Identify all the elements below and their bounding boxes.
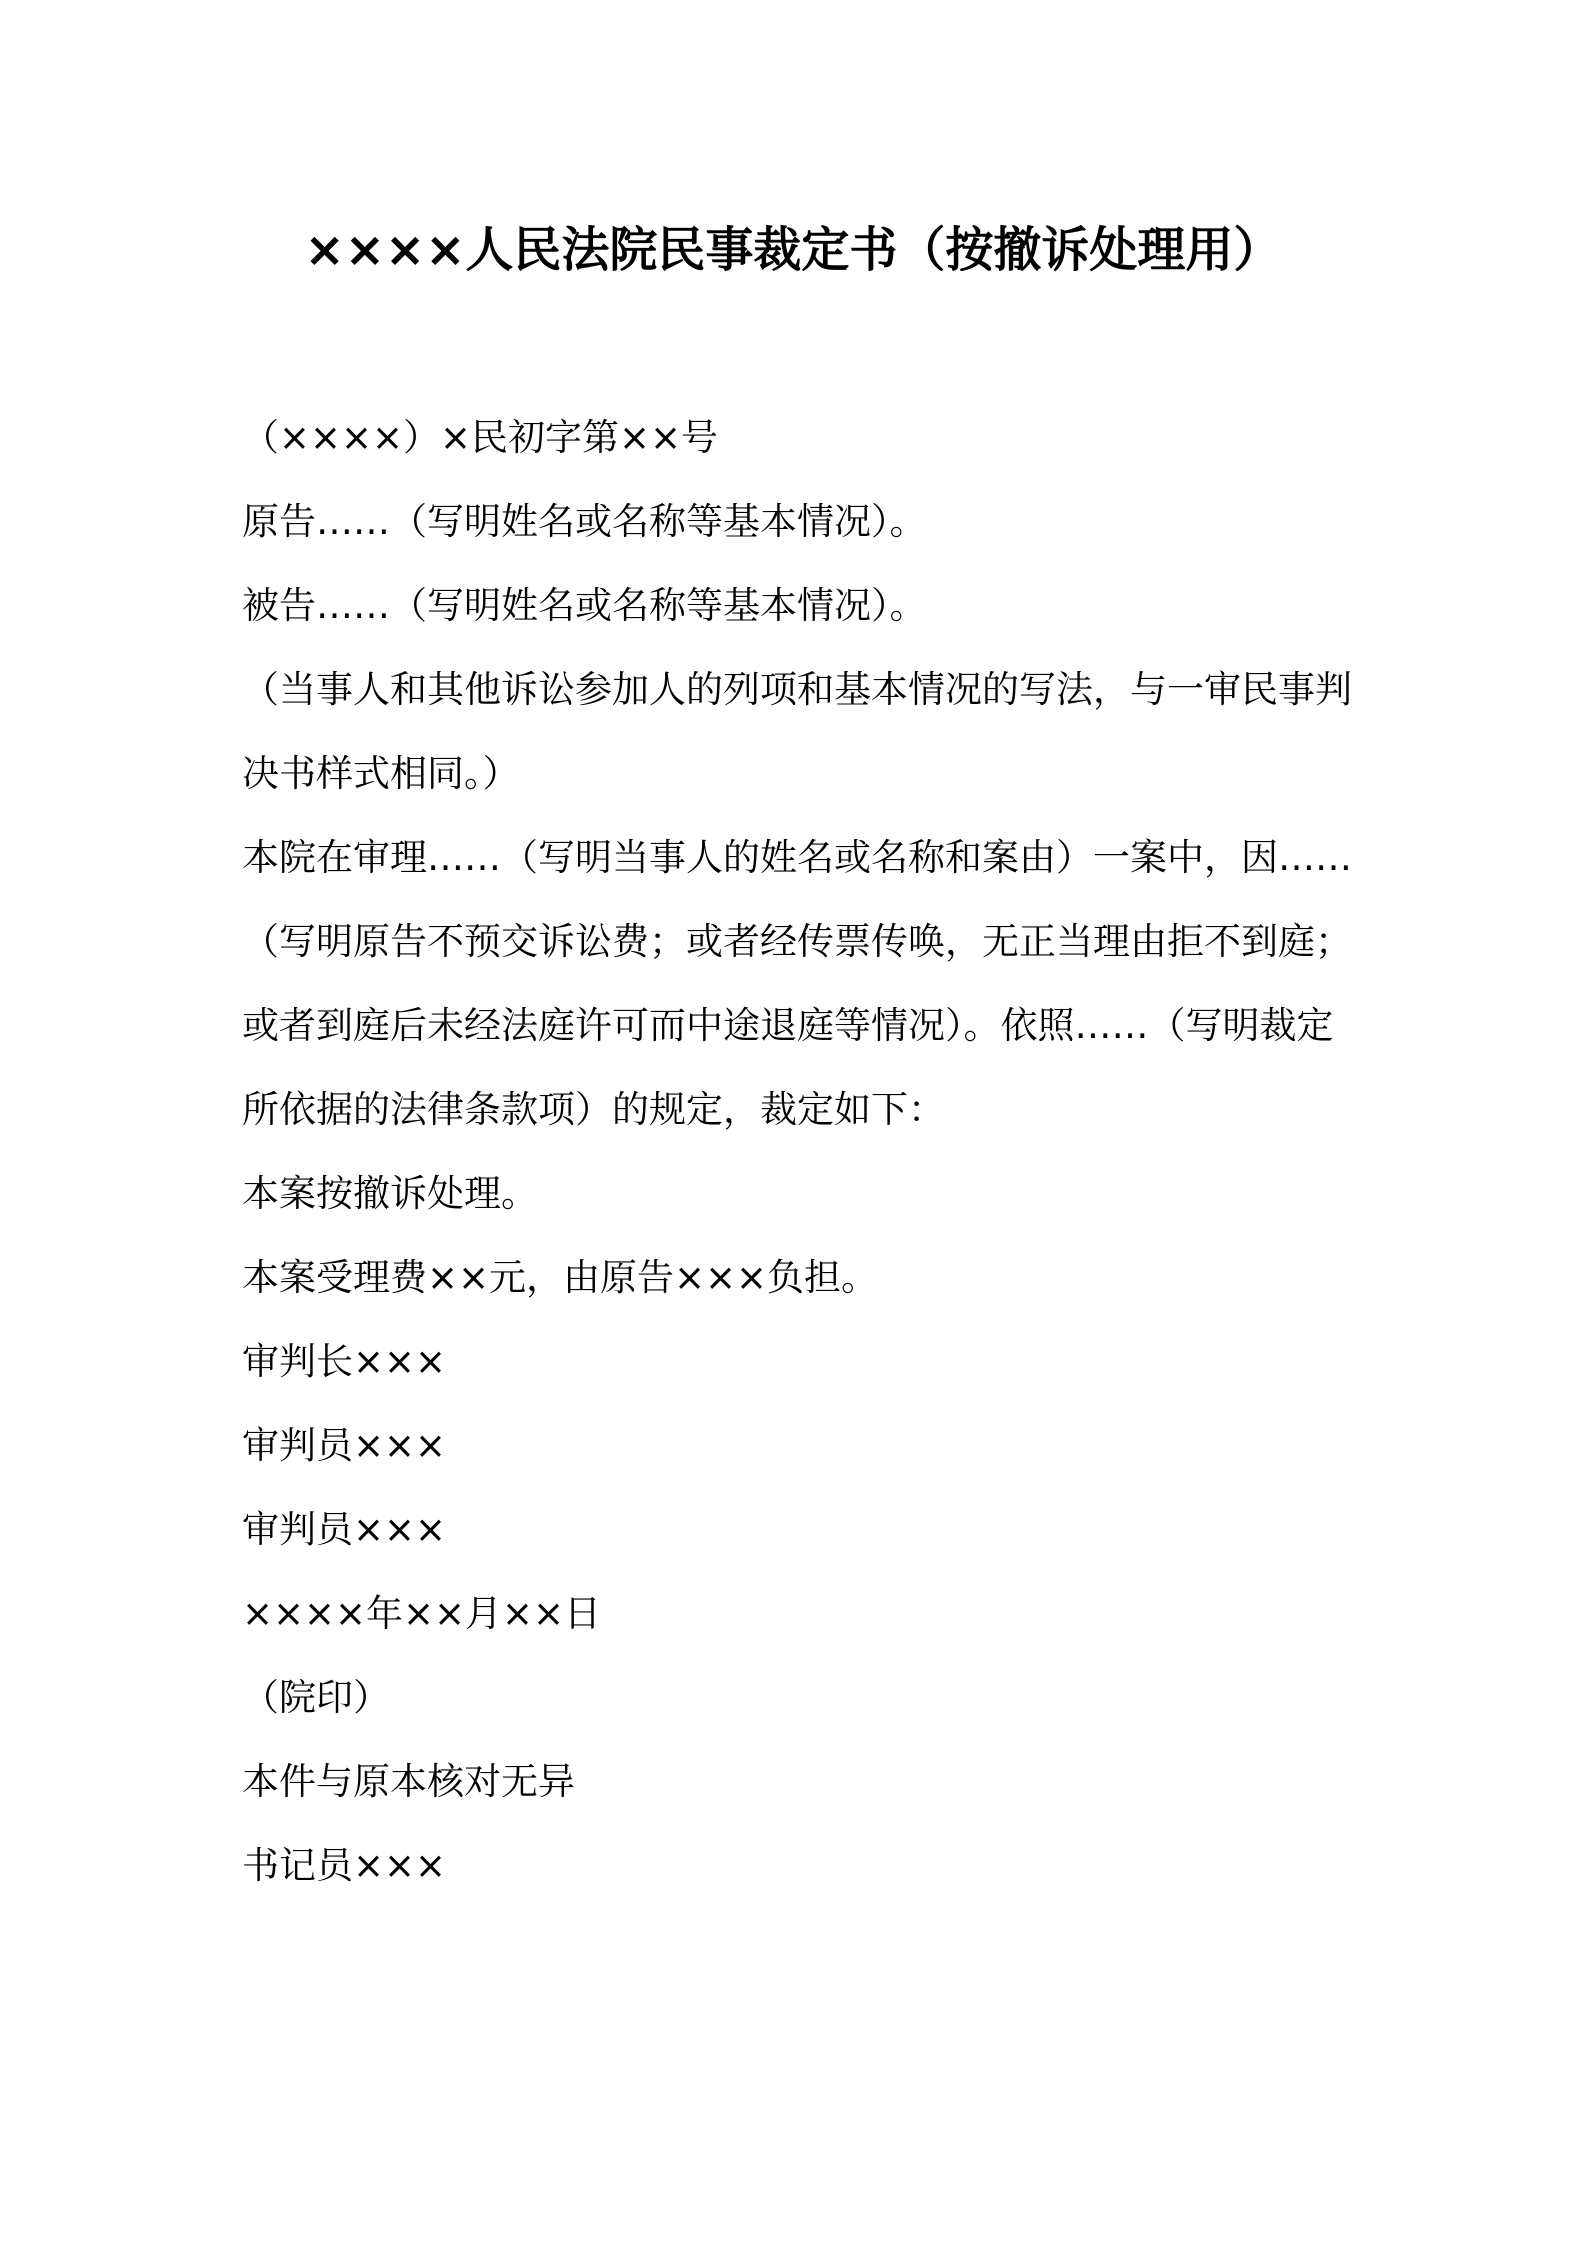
- fee-line: 本案受理费××元，由原告×××负担。: [242, 1256, 879, 1299]
- clerk-line: 书记员×××: [242, 1844, 447, 1887]
- reasoning-line-1: 本院在审理……（写明当事人的姓名或名称和案由）一案中，因……: [242, 836, 1352, 879]
- document-title: ××××人民法院民事裁定书（按撤诉处理用）: [304, 222, 1282, 278]
- court-seal-line: （院印）: [242, 1676, 390, 1719]
- reasoning-line-2: （写明原告不预交诉讼费；或者经传票传唤，无正当理由拒不到庭；: [242, 920, 1352, 963]
- judge-line-1: 审判员×××: [242, 1424, 447, 1467]
- presiding-judge-line: 审判长×××: [242, 1340, 447, 1383]
- reasoning-line-3: 或者到庭后未经法庭许可而中途退庭等情况）。依照……（写明裁定: [242, 1004, 1334, 1047]
- ruling-line: 本案按撤诉处理。: [242, 1172, 538, 1215]
- document-body: [242, 396, 1362, 1908]
- reasoning-line-4: 所依据的法律条款项）的规定，裁定如下：: [242, 1088, 945, 1131]
- date-line: ××××年××月××日: [242, 1592, 602, 1635]
- party-note-line-1: （当事人和其他诉讼参加人的列项和基本情况的写法，与一审民事判: [242, 668, 1352, 711]
- verification-line: 本件与原本核对无异: [242, 1760, 575, 1803]
- plaintiff-line: 原告……（写明姓名或名称等基本情况）。: [242, 500, 927, 543]
- party-note-line-2: 决书样式相同。）: [242, 752, 520, 795]
- judge-line-2: 审判员×××: [242, 1508, 447, 1551]
- case-number: （××××）×民初字第××号: [242, 416, 719, 459]
- defendant-line: 被告……（写明姓名或名称等基本情况）。: [242, 584, 927, 627]
